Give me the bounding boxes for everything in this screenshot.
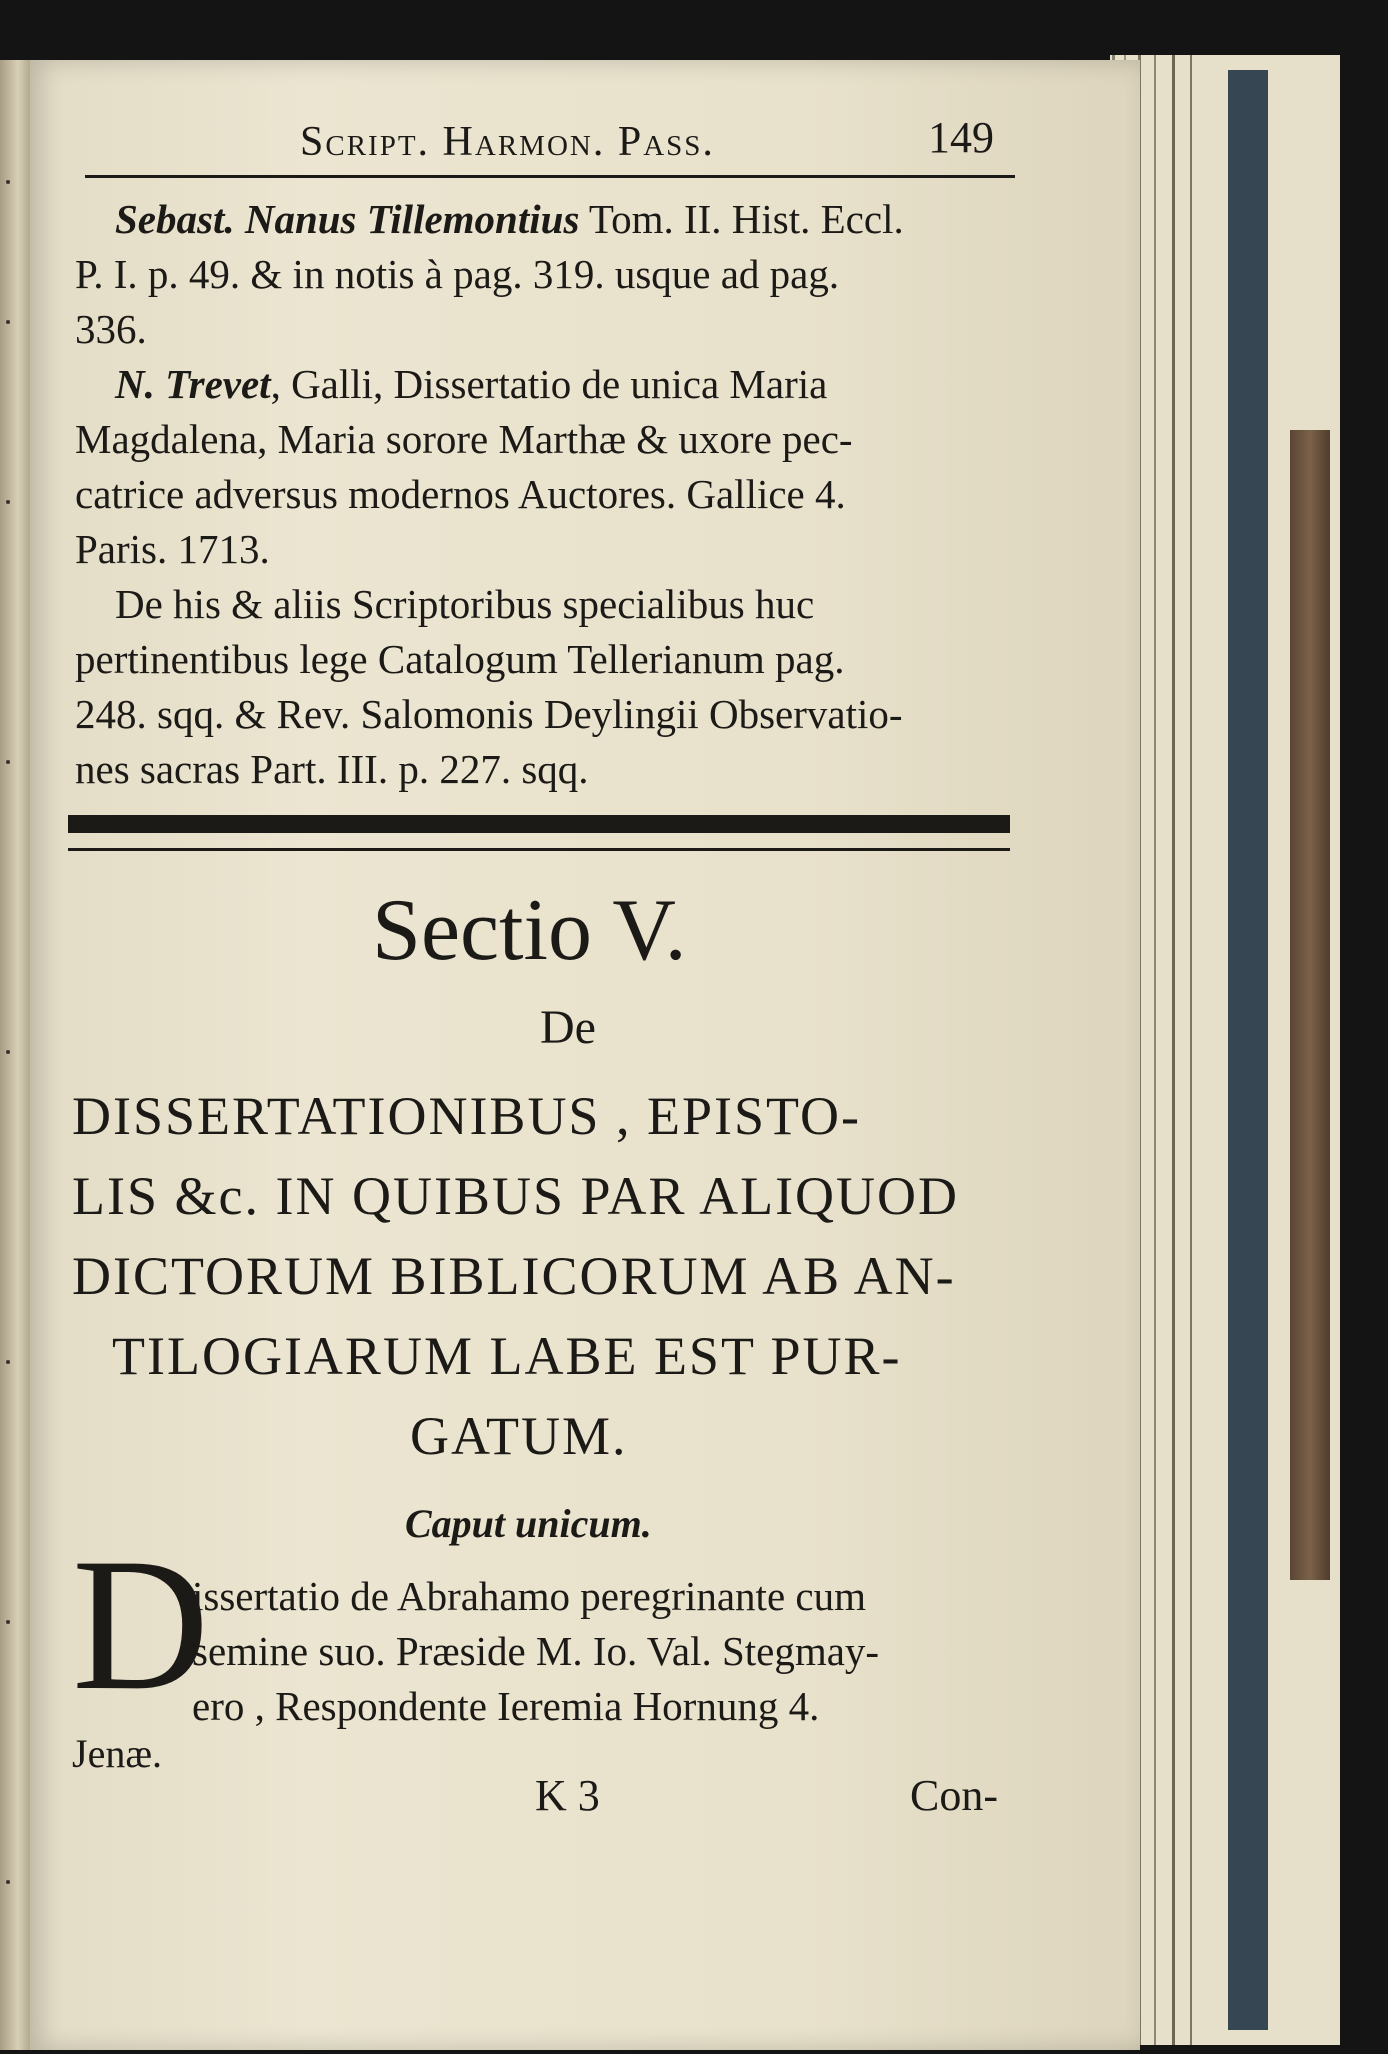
body-line: catrice adversus modernos Auctores. Gallice 4. [75,471,846,517]
entry-line: semine suo. Præside M. Io. Val. Stegmay- [192,1628,880,1674]
body-line: Paris. 1713. [75,526,270,572]
section-heading-line: LIS &c. IN QUIBUS PAR ALIQUOD [72,1166,960,1226]
body-line: pertinentibus lege Catalogum Tellerianum pag. [75,636,845,682]
book-edge-shadow [1228,70,1268,2030]
caput-heading: Caput unicum. [405,1501,652,1546]
page [30,60,1140,2050]
body-line: De his & aliis Scriptoribus specialibus huc [115,581,815,627]
entry-line: ero , Respondente Ieremia Hornung 4. [192,1683,820,1729]
catchword: Con- [910,1771,998,1820]
entry-line: issertatio de Abrahamo peregrinante cum [192,1573,866,1619]
section-title: Sectio V. [372,882,687,979]
body-line: nes sacras Part. III. p. 227. sqq. [75,746,589,792]
section-heading-line: DISSERTATIONIBUS , EPISTO- [72,1086,861,1146]
section-heading-line: TILOGIARUM LABE EST PUR- [112,1326,902,1386]
body-line: Sebast. Nanus Tillemontius Tom. II. Hist. Eccl. [115,196,904,242]
binding-leather [1290,430,1330,1580]
body-line: 336. [75,306,147,352]
previous-page-edge [0,60,30,2050]
running-title: Script. Harmon. Pass. [300,119,715,165]
section-de: De [540,1001,596,1054]
section-heading-line: GATUM. [410,1406,628,1466]
header-rule [85,175,1015,178]
signature-mark: K 3 [535,1771,600,1820]
page-number: 149 [928,113,994,162]
body-line: 248. sqq. & Rev. Salomonis Deylingii Observatio- [75,691,903,737]
section-rule-thin [68,848,1010,851]
body-line: Magdalena, Maria sorore Marthæ & uxore pec- [75,416,853,462]
section-heading-line: DICTORUM BIBLICORUM AB AN- [72,1246,956,1306]
drop-cap: D [72,1520,210,1730]
entry-continuation: Jenæ. [72,1731,162,1776]
body-line: P. I. p. 49. & in notis à pag. 319. usque ad pag. [75,251,840,297]
section-rule-thick [68,815,1010,833]
body-line: N. Trevet, Galli, Dissertatio de unica Maria [115,361,828,407]
